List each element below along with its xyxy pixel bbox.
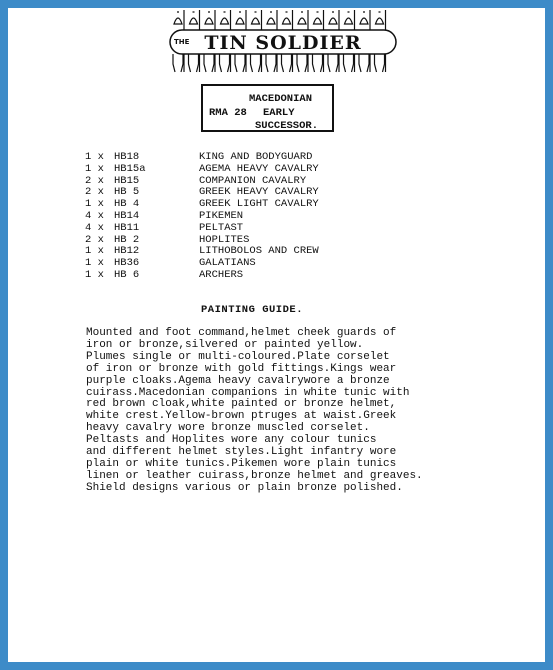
unit-qty: 2 x xyxy=(85,186,104,199)
unit-code: HB12 xyxy=(114,245,140,258)
unit-name: COMPANION CAVALRY xyxy=(199,174,307,187)
guide-line: Plumes single or multi-coloured.Plate corselet xyxy=(86,350,390,363)
unit-name: LITHOBOLOS AND CREW xyxy=(199,245,319,258)
unit-code: HB 5 xyxy=(114,186,140,199)
guide-line: white crest.Yellow-brown ptruges at waist.Greek xyxy=(86,410,397,423)
tin-soldier-logo xyxy=(168,10,398,74)
guide-line: heavy cavalry wore bronze muscled corselet. xyxy=(86,422,370,435)
unit-qty: 2 x xyxy=(85,174,104,187)
unit-code: HB36 xyxy=(114,257,140,270)
title-line3: SUCCESSOR. xyxy=(255,120,319,132)
title-box xyxy=(201,84,334,132)
unit-code: HB15a xyxy=(114,162,146,175)
unit-name: GREEK HEAVY CAVALRY xyxy=(199,186,319,199)
guide-line: and different helmet styles.Light infantry wore xyxy=(86,446,397,459)
unit-qty: 1 x xyxy=(85,162,104,175)
guide-line: red brown cloak,white painted or bronze helmet, xyxy=(86,398,397,411)
unit-code: HB14 xyxy=(114,209,140,222)
unit-code: HB 6 xyxy=(114,268,140,281)
unit-code: HB18 xyxy=(114,151,140,163)
unit-qty: 1 x xyxy=(85,198,104,211)
unit-qty: 1 x xyxy=(85,268,104,281)
guide-line: purple cloaks.Agema heavy cavalrywore a bronze xyxy=(86,374,390,387)
guide-title: PAINTING GUIDE. xyxy=(201,304,304,316)
guide-line: Mounted and foot command,helmet cheek guards of xyxy=(86,327,397,339)
unit-code: HB11 xyxy=(114,221,140,234)
unit-qty: 2 x xyxy=(85,233,104,246)
guide-line: cuirass.Macedonian companions in white tunic with xyxy=(86,386,410,399)
unit-qty: 1 x xyxy=(85,245,104,258)
unit-name: HOPLITES xyxy=(199,233,250,246)
unit-name: PIKEMEN xyxy=(199,209,244,222)
unit-qty: 4 x xyxy=(85,221,104,234)
unit-name: ARCHERS xyxy=(199,268,244,281)
title-line1: MACEDONIAN xyxy=(249,93,313,105)
unit-name: PELTAST xyxy=(199,221,244,234)
guide-line: of iron or bronze with gold fittings.Kings wear xyxy=(86,362,397,375)
unit-name: GALATIANS xyxy=(199,257,256,270)
guide-line: iron or bronze,silvered or painted yellow. xyxy=(86,338,364,351)
unit-qty: 1 x xyxy=(85,257,104,270)
guide-line: linen or leather cuirass,bronze helmet and greaves. xyxy=(86,469,423,482)
title-line2: EARLY xyxy=(263,107,295,119)
unit-code: HB15 xyxy=(114,174,140,187)
guide-line: plain or white tunics.Pikemen wore plain tunics xyxy=(86,457,397,470)
unit-name: AGEMA HEAVY CAVALRY xyxy=(199,162,319,175)
title-code: RMA 28 xyxy=(209,107,247,119)
unit-qty: 4 x xyxy=(85,209,104,222)
unit-code: HB 2 xyxy=(114,233,140,246)
logo-text: TIN SOLDIER xyxy=(204,32,362,54)
unit-code: HB 4 xyxy=(114,198,140,211)
unit-name: KING AND BODYGUARD xyxy=(199,151,313,163)
unit-qty: 1 x xyxy=(85,151,104,163)
painting-guide-text xyxy=(86,328,423,495)
document-page xyxy=(8,8,545,662)
logo-prefix: THE xyxy=(174,38,190,46)
guide-line: Peltasts and Hoplites wore any colour tunics xyxy=(86,434,377,447)
unit-name: GREEK LIGHT CAVALRY xyxy=(199,198,319,211)
guide-line: Shield designs various or plain bronze polished. xyxy=(86,481,403,494)
